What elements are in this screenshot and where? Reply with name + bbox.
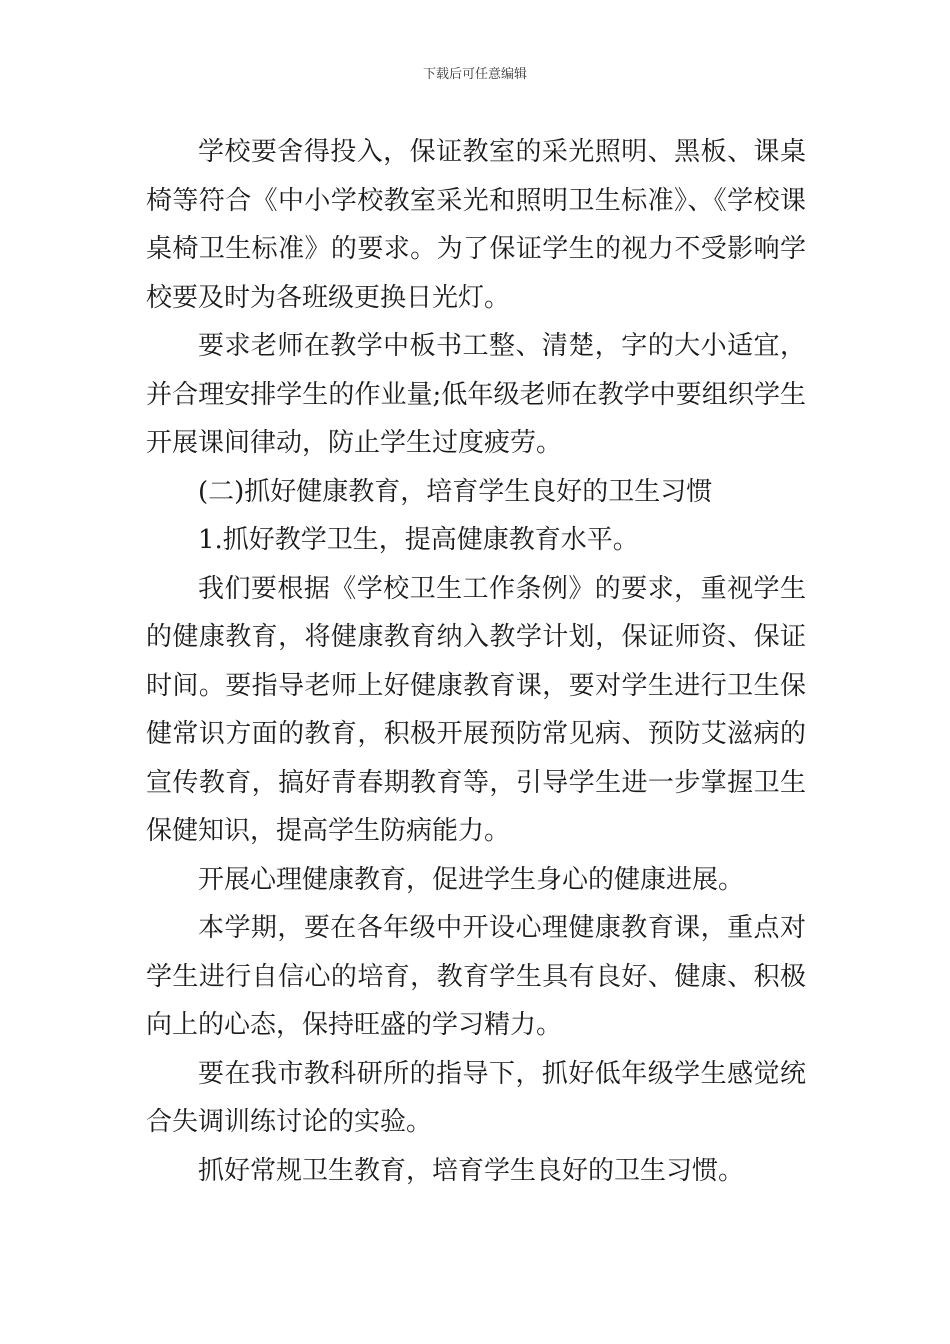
subsection-heading-teaching-hygiene: 1.抓好教学卫生，提高健康教育水平。 <box>198 525 639 555</box>
paragraph-teacher-requirements: 要求老师在教学中板书工整、清楚，字的大小适宜，并合理安排学生的作业量;低年级老师在教学中要组织学生开展课间律动，防止学生过度疲劳。 <box>146 331 806 458</box>
paragraph-mental-health-course: 本学期，要在各年级中开设心理健康教育课，重点对学生进行自信心的培育，教育学生具有良好、健康、积极向上的心态，保持旺盛的学习精力。 <box>146 913 806 1040</box>
document-body <box>146 128 806 1195</box>
paragraph-health-education: 我们要根据《学校卫生工作条例》的要求，重视学生的健康教育，将健康教育纳入教学计划，保证师资、保证时间。要指导老师上好健康教育课，要对学生进行卫生保健常识方面的教育，积极开展预防常见病、预防艾滋病的宣传教育，搞好青春期教育等，引导学生进一步掌握卫生保健知识，提高学生防病能力。 <box>146 573 806 846</box>
paragraph-classroom-equipment: 学校要舍得投入，保证教室的采光照明、黑板、课桌椅等符合《中小学校教室采光和照明卫生标准》、《学校课桌椅卫生标准》的要求。为了保证学生的视力不受影响学校要及时为各班级更换日光灯。 <box>146 137 806 313</box>
paragraph-sensory-integration: 要在我市教科研所的指导下，抓好低年级学生感觉统合失调训练讨论的实验。 <box>146 1058 806 1137</box>
section-heading-health-education: (二)抓好健康教育，培育学生良好的卫生习惯 <box>198 476 713 507</box>
paragraph-routine-hygiene: 抓好常规卫生教育，培育学生良好的卫生习惯。 <box>198 1155 745 1186</box>
page-header: 下载后可任意编辑 <box>422 67 527 82</box>
paragraph-mental-health-heading: 开展心理健康教育，促进学生身心的健康进展。 <box>198 864 745 895</box>
